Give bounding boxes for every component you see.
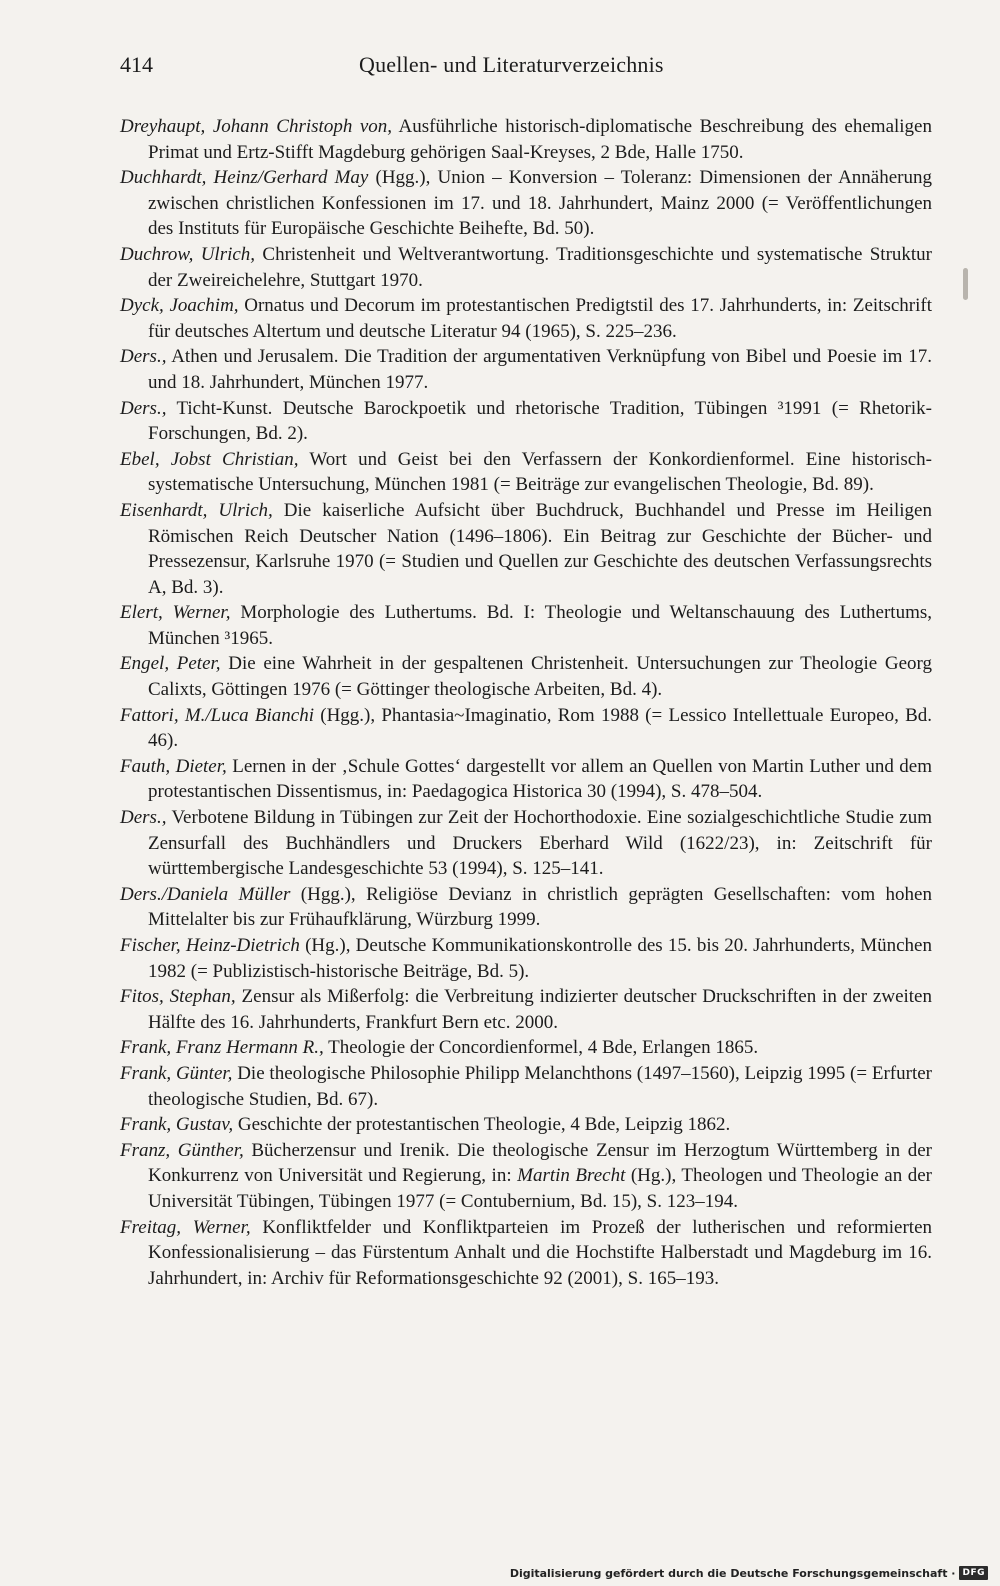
entry-author: Franz, Günther,: [120, 1139, 244, 1161]
bibliography-entry: [120, 344, 932, 395]
entry-author: Engel, Peter,: [120, 653, 221, 675]
entry-text: Theologie der Concordienformel, 4 Bde, Erlangen 1865.: [323, 1037, 759, 1059]
entry-author: Ders.,: [120, 807, 167, 829]
bibliography-entry: [120, 600, 932, 651]
entry-author: Ders./Daniela Müller: [120, 883, 291, 905]
entry-author: Freitag, Werner,: [120, 1216, 251, 1238]
digitization-footer: [510, 1564, 988, 1582]
bibliography-entry: [120, 165, 932, 242]
entry-author: Duchhardt, Heinz/Gerhard May: [120, 167, 369, 189]
entry-author: Frank, Gustav,: [120, 1114, 234, 1136]
entry-text: Verbotene Bildung in Tübingen zur Zeit der Hochorthodoxie. Eine sozialgeschichtliche Studie zum Zensurfall des Buchhändlers und Druckers Eberhard Wild (1622/23), in: Zeitschrift für württembergische Landesgeschichte 53 (1994), S. 125–141.: [148, 807, 932, 880]
bibliography-entry: [120, 1215, 932, 1292]
entry-text: Konfliktfelder und Konfliktparteien im Prozeß der lutherischen und reformierten Konfessionalisierung – das Fürstentum Anhalt und die Hochstifte Halberstadt und Magdeburg im 16. Jahrhundert, in: Archiv für Reformationsgeschichte 92 (2001), S. 165–193.: [148, 1216, 933, 1289]
bibliography-entry: [120, 933, 932, 984]
entry-author: Fauth, Dieter,: [120, 755, 227, 777]
entry-author: Elert, Werner,: [120, 602, 231, 624]
bibliography-entry: [120, 1112, 932, 1138]
entry-text: Die kaiserliche Aufsicht über Buchdruck, Buchhandel und Presse im Heiligen Römischen Reich Deutscher Nation (1496–1806). Ein Beitrag zur Geschichte der Bücher- und Pressezensur, Karlsruhe 1970 (= Studien und Quellen zur Geschichte des deutschen Verfassungsrechts A, Bd. 3).: [148, 499, 932, 598]
bibliography-entry: [120, 882, 932, 933]
bibliography-entry: [120, 984, 932, 1035]
entry-author: Ders.,: [120, 397, 167, 419]
entry-author: Dyck, Joachim,: [120, 295, 239, 317]
entry-text: Geschichte der protestantischen Theologie, 4 Bde, Leipzig 1862.: [233, 1114, 731, 1136]
entry-text: Athen und Jerusalem. Die Tradition der argumentativen Verknüpfung von Bibel und Poesie im 17. und 18. Jahrhundert, München 1977.: [148, 346, 932, 393]
bibliography-entry: [120, 498, 932, 600]
entry-author: Dreyhaupt, Johann Christoph von,: [120, 116, 393, 137]
bibliography-entry: [120, 242, 932, 293]
entry-text: Bücherzensur und Irenik. Die theologische Zensur im Herzogtum Württemberg in der Konkurrenz von Universität und Regierung, in:: [148, 1139, 932, 1187]
entry-text: Ornatus und Decorum im protestantischen Predigtstil des 17. Jahrhunderts, in: Zeitschrift für deutsches Altertum und deutsche Literatur 94 (1965), S. 225–236.: [148, 295, 933, 342]
bibliography-entry: [120, 754, 932, 805]
entry-author: Frank, Franz Hermann R.,: [120, 1037, 324, 1059]
entry-text: Lernen in der ‚Schule Gottes‘ dargestellt vor allem an Quellen von Martin Luther und dem protestantischen Dissentismus, in: Paedagogica Historica 30 (1994), S. 478–504.: [148, 755, 932, 803]
entry-editor-name: Martin Brecht: [517, 1165, 626, 1187]
bibliography-list: [120, 114, 932, 1291]
page-title: Quellen- und Literaturverzeichnis: [359, 52, 664, 77]
entry-author: Fischer, Heinz-Dietrich: [120, 935, 300, 956]
entry-text: (Hgg.), Phantasia~Imaginatio, Rom 1988 (= Lessico Intellettuale Europeo, Bd. 46).: [148, 704, 932, 752]
bibliography-entry: [120, 1035, 932, 1061]
running-head: [120, 52, 935, 86]
entry-text: Wort und Geist bei den Verfassern der Konkordienformel. Eine historisch-systematische Untersuchung, München 1981 (= Beiträge zur evangelischen Theologie, Bd. 89).: [148, 448, 932, 496]
entry-text: Ticht-Kunst. Deutsche Barockpoetik und rhetorische Tradition, Tübingen ³1991 (= Rhetorik-Forschungen, Bd. 2).: [148, 397, 932, 445]
entry-text: Ausführliche historisch-diplomatische Beschreibung des ehemaligen Primat und Ertz-Stifft Magdeburg gehörigen Saal-Kreyses, 2 Bde, Halle 1750.: [148, 116, 932, 163]
entry-author: Fitos, Stephan,: [120, 986, 236, 1008]
entry-author: Ders.,: [120, 346, 167, 368]
bibliography-entry: [120, 293, 932, 344]
entry-text: (Hgg.), Religiöse Devianz in christlich geprägten Gesellschaften: vom hohen Mittelalter bis zur Frühaufklärung, Würzburg 1999.: [148, 883, 932, 931]
entry-author: Eisenhardt, Ulrich,: [120, 499, 273, 521]
bibliography-entry: [120, 447, 932, 498]
entry-text: Die eine Wahrheit in der gespaltenen Christenheit. Untersuchungen zur Theologie Georg Calixts, Göttingen 1976 (= Göttinger theologische Arbeiten, Bd. 4).: [148, 653, 933, 701]
dfg-logo-icon: DFG: [959, 1566, 988, 1580]
bibliography-entry: [120, 805, 932, 882]
bibliography-entry: [120, 651, 932, 702]
entry-text-continued: (Hg.), Theologen und Theologie an der Universität Tübingen, Tübingen 1977 (= Contubernium, Bd. 15), S. 123–194.: [148, 1165, 932, 1212]
entry-author: Ebel, Jobst Christian,: [120, 448, 299, 470]
entry-text: Die theologische Philosophie Philipp Melanchthons (1497–1560), Leipzig 1995 (= Erfurter theologische Studien, Bd. 67).: [148, 1062, 932, 1110]
entry-text: Christenheit und Weltverantwortung. Traditionsgeschichte und systematische Struktur der Zweireichelehre, Stuttgart 1970.: [148, 243, 933, 291]
entry-author: Frank, Günter,: [120, 1062, 233, 1084]
bibliography-entry: [120, 703, 932, 754]
scan-artifact: [963, 268, 968, 300]
entry-text: (Hg.), Deutsche Kommunikationskontrolle des 15. bis 20. Jahrhunderts, München 1982 (= Publizistisch-historische Beiträge, Bd. 5).: [148, 935, 932, 982]
footer-credit: Digitalisierung gefördert durch die Deutsche Forschungsgemeinschaft ·: [509, 1566, 956, 1580]
entry-author: Fattori, M./Luca Bianchi: [120, 704, 315, 726]
bibliography-entry: [120, 1061, 932, 1112]
entry-text: Morphologie des Luthertums. Bd. I: Theologie und Weltanschauung des Luthertums, München ³1965.: [148, 602, 933, 649]
bibliography-entry: [120, 396, 932, 447]
bibliography-entry: [120, 114, 932, 165]
entry-text: (Hgg.), Union – Konversion – Toleranz: Dimensionen der Annäherung zwischen christlichen Konfessionen im 17. und 18. Jahrhundert, Mainz 2000 (= Veröffentlichungen des Instituts für Europäische Geschichte Beihefte, Bd. 50).: [148, 167, 932, 240]
page-number: 414: [120, 52, 153, 77]
entry-author: Duchrow, Ulrich,: [120, 243, 256, 265]
entry-text: Zensur als Mißerfolg: die Verbreitung indizierter deutscher Druckschriften in der zweiten Hälfte des 16. Jahrhunderts, Frankfurt Bern etc. 2000.: [148, 986, 932, 1033]
bibliography-entry: [120, 1138, 932, 1215]
